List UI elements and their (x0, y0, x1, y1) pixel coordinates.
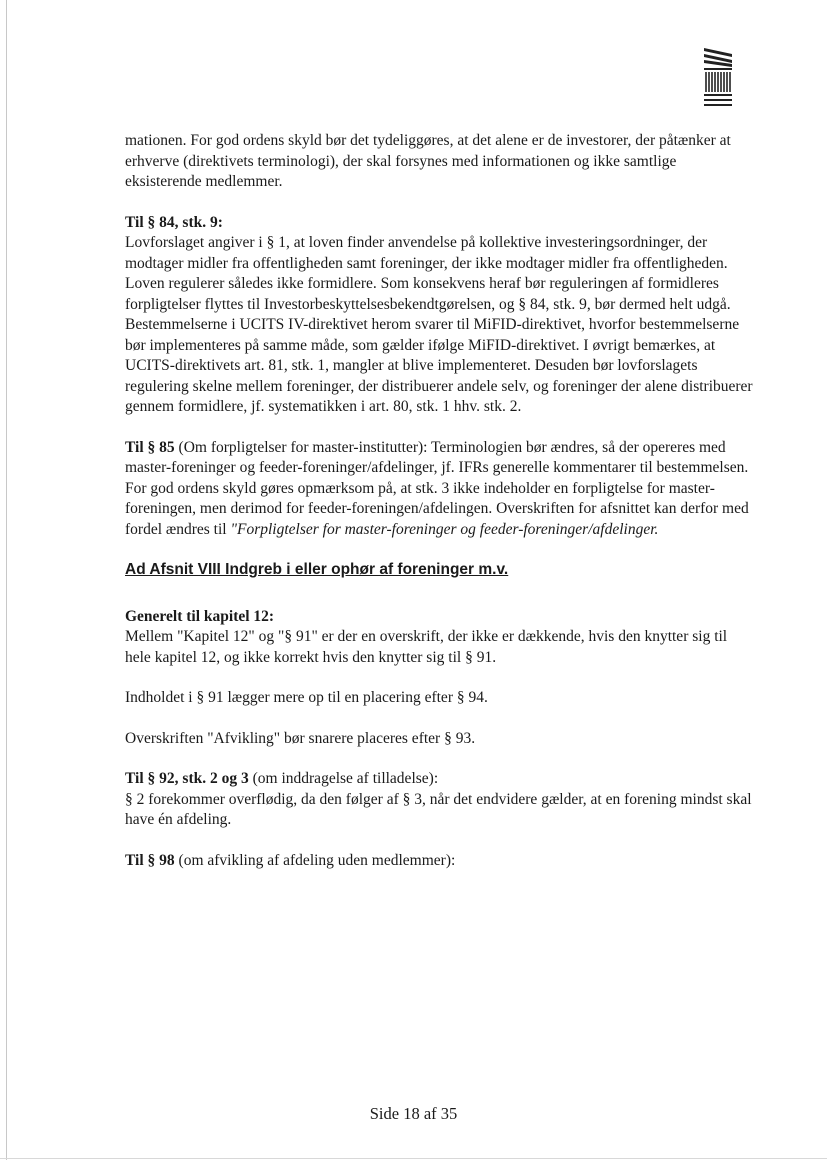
body-85: (Om forpligtelser for master-institutter): Terminologien bør ændres, så der opereres med master-foreninger og feeder-foreninger/afdelinger, jf. IFRs generelle kommentarer til bestemmelsen. For god ordens skyld gøres opmærksom på, at stk. 3 ikke indeholder en forpligtelse for master-foreningen, men derimod for feeder-foreningen/afdelingen. Overskriften for afsnittet kan derfor med fordel ændres til (125, 438, 749, 538)
body-92: § 2 forekommer overflødig, da den følger af § 3, når det endvidere gælder, at en forening mindst skal have én afdeling. (125, 790, 752, 828)
heading-92-rest: (om inddragelse af tilladelse): (248, 770, 439, 787)
heading-92: Til § 92, stk. 2 og 3 (125, 770, 249, 787)
heading-84: Til § 84, stk. 9: (125, 213, 223, 231)
heading-85: Til § 85 (125, 438, 175, 456)
paragraph-91: Indholdet i § 91 lægger mere op til en placering efter § 94. (125, 689, 488, 706)
scan-left-edge (6, 0, 7, 1160)
section-85 (125, 438, 755, 541)
heading-98: Til § 98 (125, 851, 175, 869)
section-98 (125, 851, 755, 872)
section-kapitel-12 (125, 607, 755, 669)
intro-paragraph: mationen. For god ordens skyld bør det tydeliggøres, at det alene er de investorer, der påtænker at erhverve (direktivets terminologi), der skal forsynes med informationen og ikke samtlige eksisterende medlemmer. (125, 132, 731, 190)
body-85-italic: "Forpligtelser for master-foreninger og feeder-foreninger/afdelinger. (230, 520, 659, 538)
striped-seal-icon (704, 48, 732, 108)
section-92 (125, 769, 755, 831)
page-number-footer: Side 18 af 35 (369, 1104, 458, 1123)
document-body (125, 131, 755, 891)
section-84 (125, 213, 755, 418)
body-kapitel-12: Mellem "Kapitel 12" og "§ 91" er der en overskrift, der ikke er dækkende, hvis den knytter sig til hele kapitel 12, og ikke korrekt hvis den knytter sig til § 91. (125, 628, 728, 666)
body-84: Lovforslaget angiver i § 1, at loven finder anvendelse på kollektive investeringsordninger, der modtager midler fra offentligheden samt foreninger, der ikke modtager midler fra offentligheden. Loven regulerer således ikke formidlere. Som konsekvens heraf bør reguleringen af formidleres forpligtelser flyttes til Investorbeskyttelsesbekendtgørelsen, og § 84, stk. 9, bør dermed helt udgå. Bestemmelserne i UCITS IV-direktivet herom svarer til MiFID-direktivet, hvorfor bestemmelserne bør implementeres på samme måde, som gælder ifølge MiFID-direktivet. I øvrigt bemærkes, at UCITS-direktivets art. 81, stk. 1, mangler at blive implementeret. Desuden bør lovforslagets regulering skelne mellem foreninger, der distribuerer andele selv, og foreninger der alene distribuerer gennem formidlere, jf. systematikken i art. 80, stk. 1 hhv. stk. 2. (125, 234, 753, 415)
heading-kapitel-12: Generelt til kapitel 12: (125, 607, 275, 625)
paragraph-afvikling: Overskriften "Afvikling" bør snarere placeres efter § 93. (125, 729, 476, 747)
heading-92-line (125, 769, 755, 790)
heading-98-rest: (om afvikling af afdeling uden medlemmer): (174, 851, 456, 869)
scan-bottom-edge (0, 1158, 827, 1159)
section-heading-viii: Ad Afsnit VIII Indgreb i eller ophør af foreninger m.v. (125, 561, 509, 578)
